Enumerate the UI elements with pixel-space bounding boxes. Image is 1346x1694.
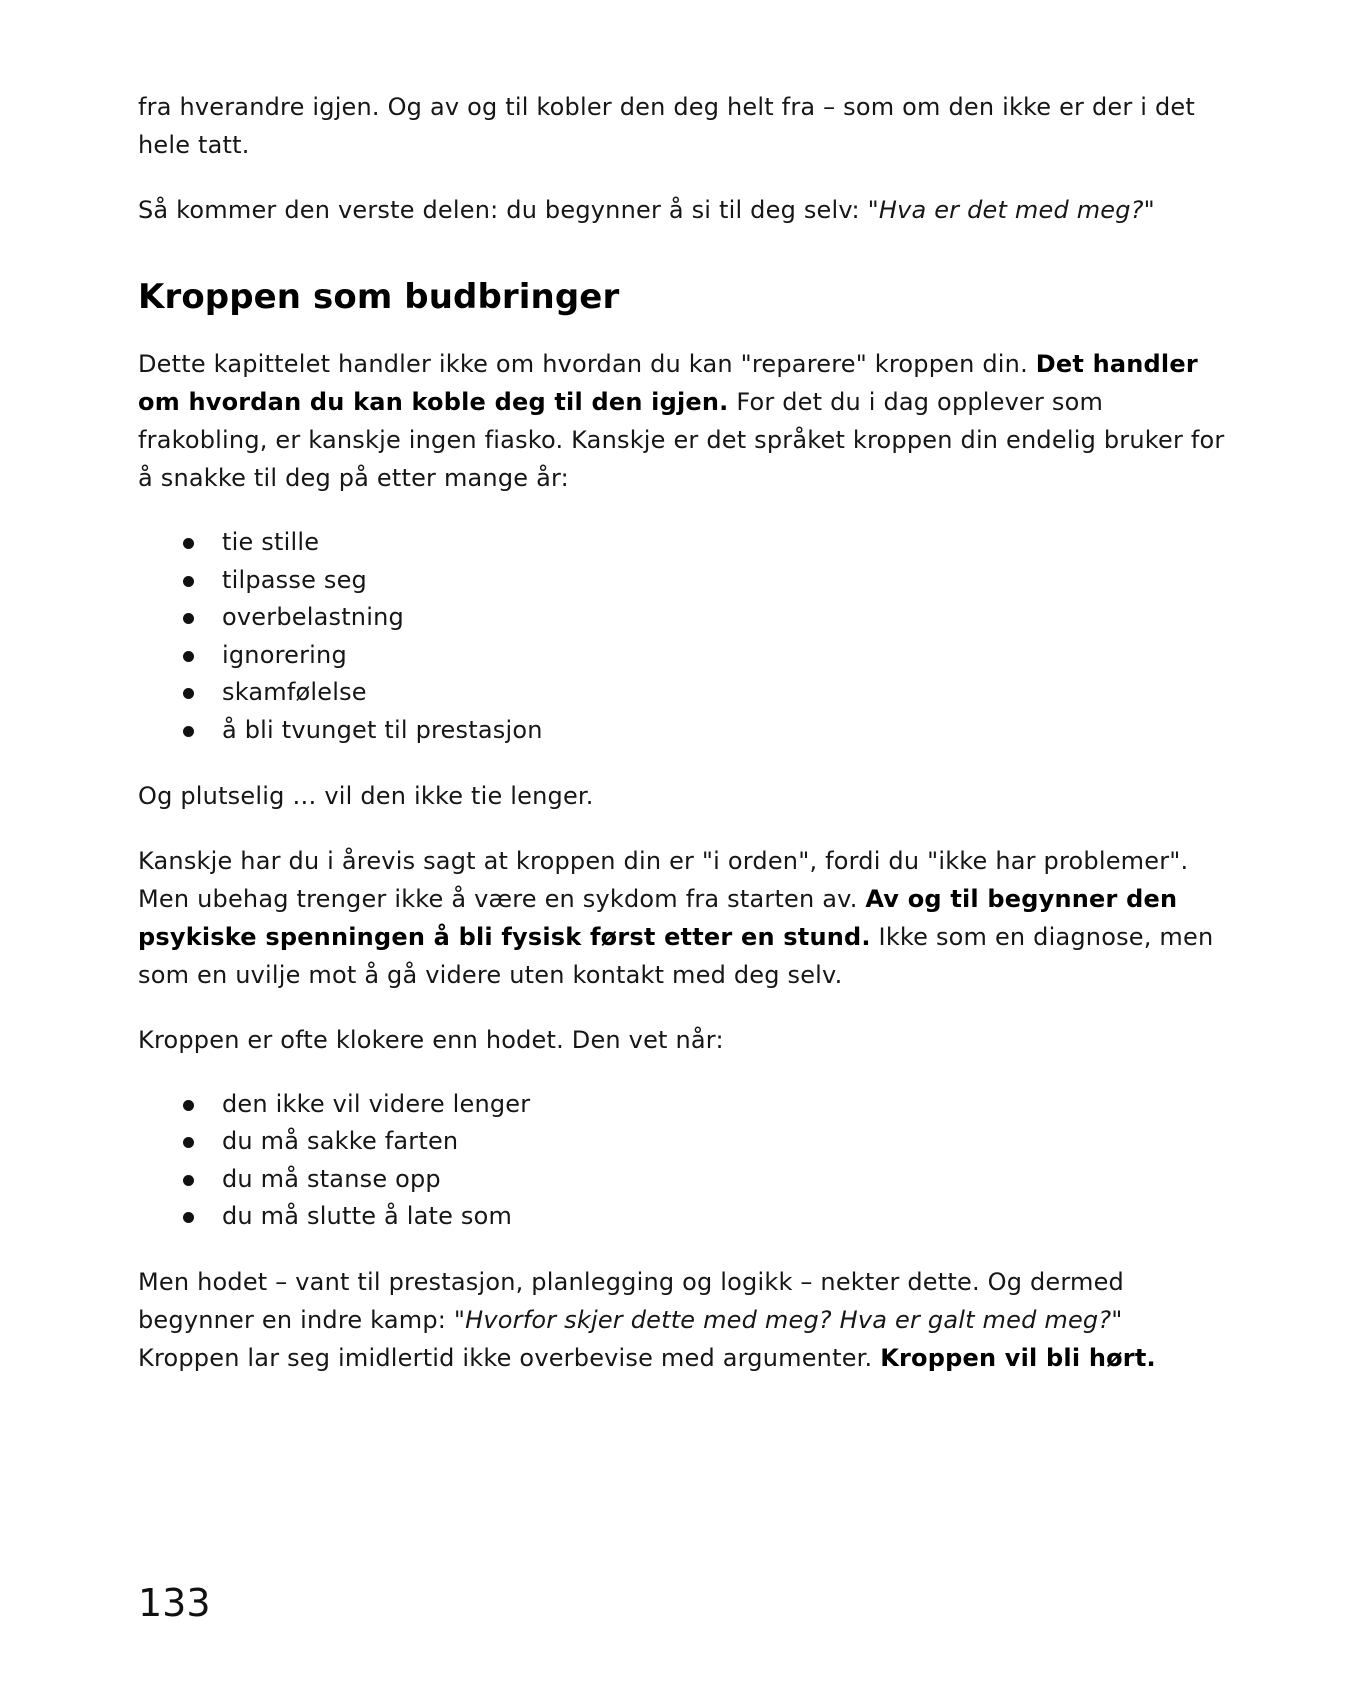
page-content	[138, 88, 1228, 1377]
head-paragraph	[138, 1263, 1228, 1377]
list-item: du må slutte å late som	[138, 1198, 1228, 1236]
page-number: 133	[138, 1581, 211, 1625]
quote-paragraph	[138, 191, 1228, 229]
head-text-b: Kroppen lar seg imidlertid ikke overbevise med argumenter.	[138, 1343, 881, 1372]
chapter-intro-bold: Det handler om hvordan du kan koble deg til den igjen.	[138, 350, 1198, 416]
list-item: den ikke vil videre lenger	[138, 1086, 1228, 1124]
wiser-paragraph: Kroppen er ofte klokere enn hodet. Den vet når:	[138, 1025, 724, 1054]
head-bold: Kroppen vil bli hørt.	[880, 1343, 1156, 1372]
list-item: du må sakke farten	[138, 1123, 1228, 1161]
list-item: tie stille	[138, 524, 1228, 562]
body-knows-list	[138, 1086, 1228, 1236]
list-item: skamfølelse	[138, 674, 1228, 712]
sudden-paragraph: Og plutselig … vil den ikke tie lenger.	[138, 781, 594, 810]
list-item: overbelastning	[138, 599, 1228, 637]
chapter-intro-text-a: Dette kapittelet handler ikke om hvordan du kan "reparere" kroppen din.	[138, 350, 1036, 378]
list-item: ignorering	[138, 637, 1228, 675]
years-text-b: Ikke som en diagnose, men som en uvilje mot å gå videre uten kontakt med deg selv.	[138, 922, 1214, 989]
list-item: tilpasse seg	[138, 562, 1228, 600]
quote-italic: "Hva er det med meg?"	[867, 196, 1155, 224]
section-heading: Kroppen som budbringer	[138, 277, 620, 317]
years-bold: Av og til begynner den psykiske spenningen å bli fysisk først etter en stund.	[138, 884, 1178, 951]
chapter-intro-paragraph	[138, 345, 1228, 497]
quote-lead-text: Så kommer den verste delen: du begynner å si til deg selv:	[138, 196, 868, 224]
experience-list	[138, 524, 1228, 750]
years-paragraph	[138, 842, 1228, 994]
chapter-intro-text-b: For det du i dag opplever som frakobling, er kanskje ingen fiasko. Kanskje er det språket kroppen din endelig bruker for å snakke til deg på etter mange år:	[138, 388, 1225, 492]
head-italic: "Hvorfor skjer dette med meg? Hva er galt med meg?"	[453, 1305, 1123, 1334]
years-text-a: Kanskje har du i årevis sagt at kroppen din er "i orden", fordi du "ikke har problemer". Men ubehag trenger ikke å være en sykdom fra starten av.	[138, 846, 1189, 913]
intro-paragraph: fra hverandre igjen. Og av og til kobler den deg helt fra – som om den ikke er der i det hele tatt.	[138, 93, 1195, 159]
list-item: å bli tvunget til prestasjon	[138, 712, 1228, 750]
head-text-a: Men hodet – vant til prestasjon, planlegging og logikk – nekter dette. Og dermed begynner en indre kamp:	[138, 1267, 1124, 1334]
list-item: du må stanse opp	[138, 1161, 1228, 1199]
